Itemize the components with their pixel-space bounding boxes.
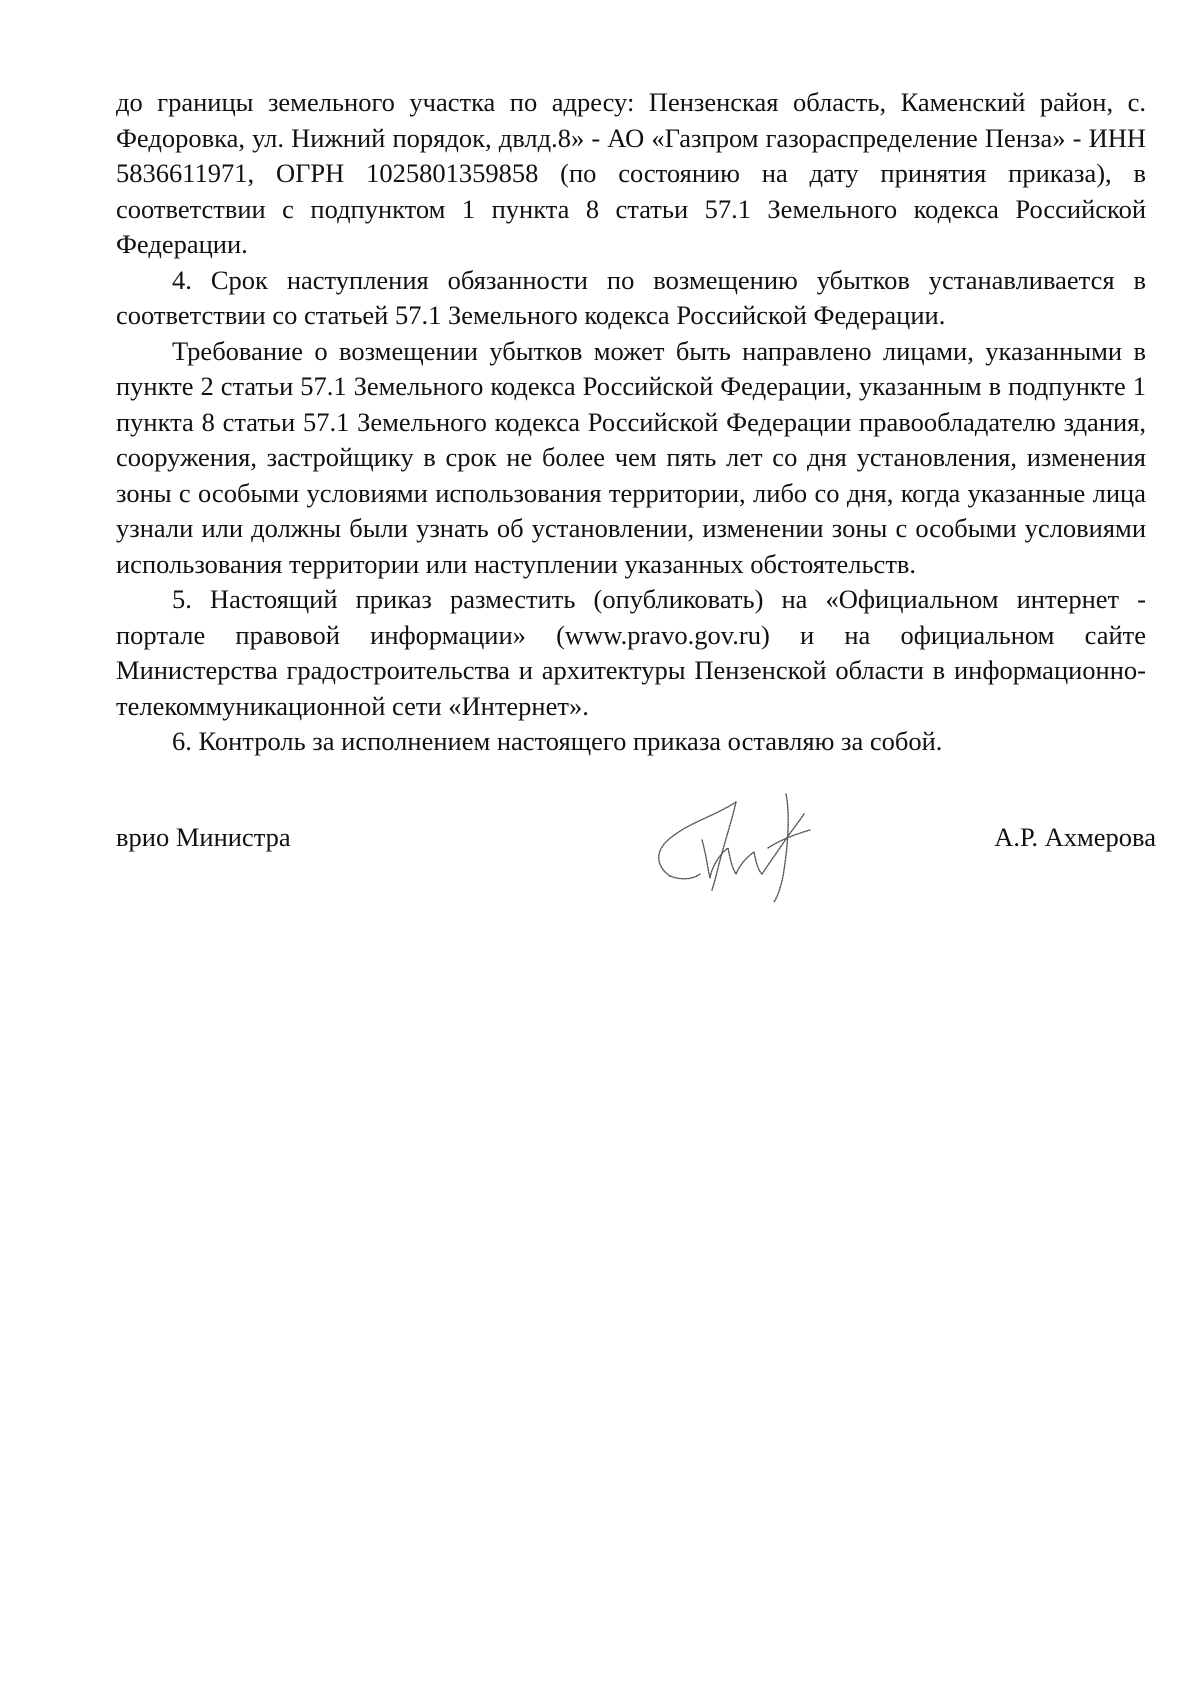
paragraph-item-5: 5. Настоящий приказ разместить (опубликовать) на «Официальном интернет - портале правовой информации» (www.pravo.gov.ru) и на официальном сайте Министерства градостроительства и архитектуры Пензенской области в информационно-телекоммуникационной сети «Интернет». — [116, 584, 1146, 721]
document-body — [116, 85, 1146, 760]
handwritten-signature — [640, 784, 830, 904]
paragraph-item-4: 4. Срок наступления обязанности по возмещению убытков устанавливается в соответствии со статьей 57.1 Земельного кодекса Российской Федерации. — [116, 264, 1146, 330]
signature-block — [116, 820, 1156, 940]
signatory-position: врио Министра — [116, 822, 291, 852]
paragraph-continuation: до границы земельного участка по адресу: Пензенская область, Каменский район, с. Федоровка, ул. Нижний порядок, двлд.8» - АО «Газпром газораспределение Пенза» - ИНН 5836611971, ОГРН 1025801359858 (по состоянию на дату принятия приказа), в соответствии с подпунктом 1 пункта 8 статьи 57.1 Земельного кодекса Российской Федерации. — [116, 87, 1146, 259]
signatory-name: А.Р. Ахмерова — [994, 822, 1156, 852]
paragraph-damages-claim: Требование о возмещении убытков может быть направлено лицами, указанными в пункте 2 статьи 57.1 Земельного кодекса Российской Федерации, указанным в подпункте 1 пункта 8 статьи 57.1 Земельного кодекса Российской Федерации правообладателю здания, сооружения, застройщику в срок не более чем пять лет со дня установления, изменения зоны с особыми условиями использования территории, либо со дня, когда указанные лица узнали или должны были узнать об установлении, изменении зоны с особыми условиями использования территории или наступлении указанных обстоятельств. — [116, 335, 1146, 579]
paragraph-item-6: 6. Контроль за исполнением настоящего приказа оставляю за собой. — [172, 726, 943, 756]
